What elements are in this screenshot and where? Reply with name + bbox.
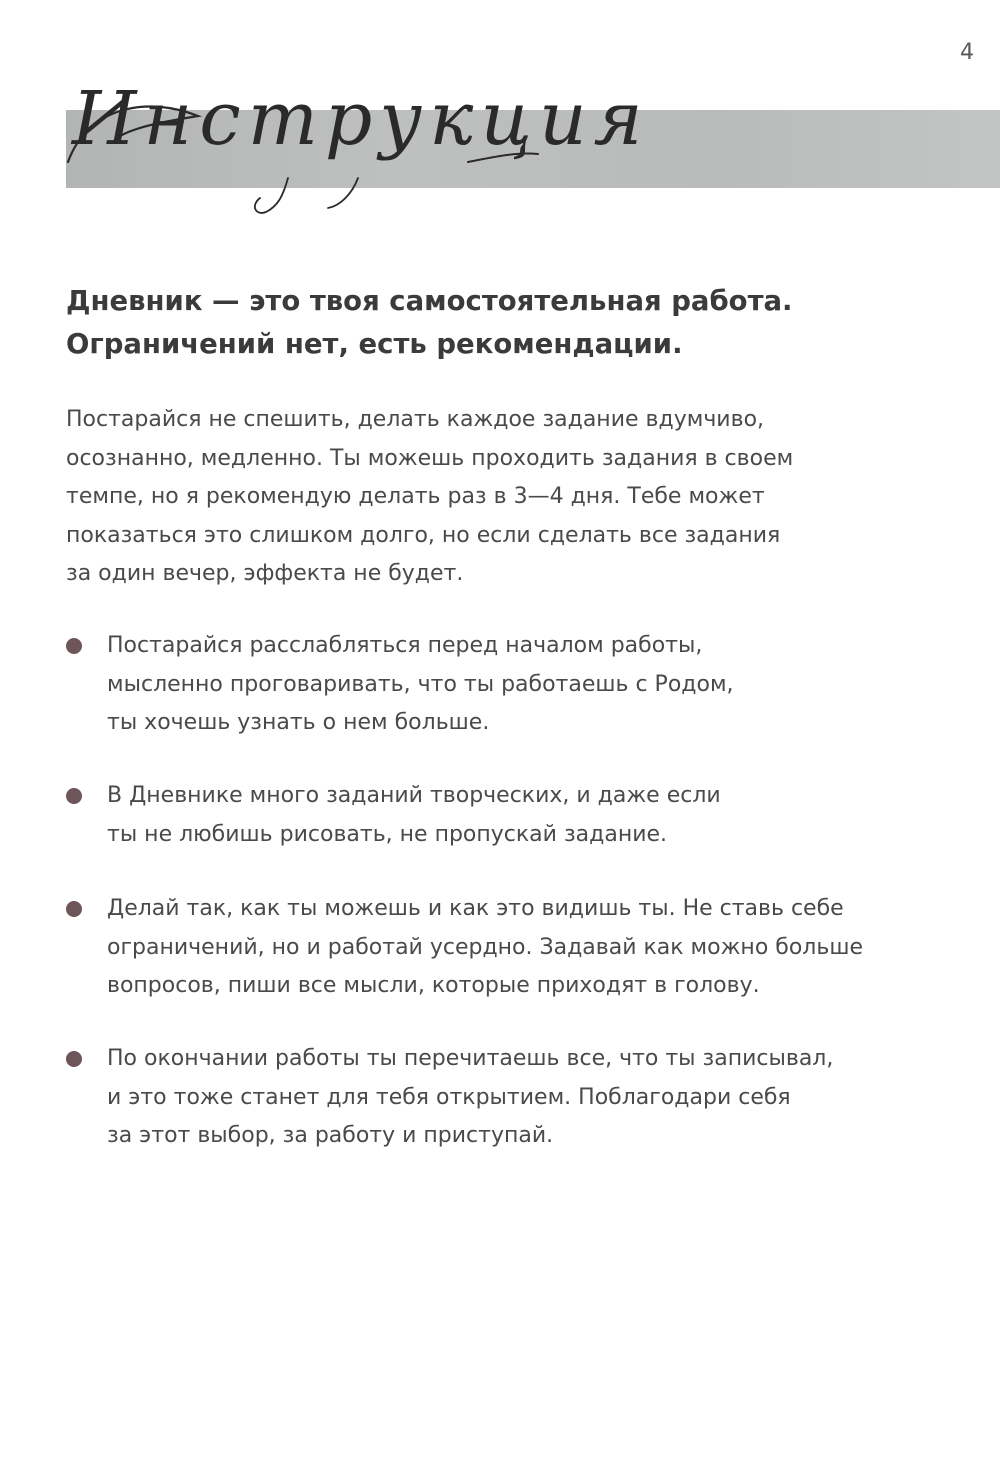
list-item-text [107,627,734,743]
list-item-line: Постарайся расслабляться перед началом работы, [107,633,703,658]
lead-text [66,280,946,366]
list-item-text [107,777,721,854]
list-item-line: ты не любишь рисовать, не пропускай задание. [107,821,668,847]
bullet-dot-icon [66,788,82,804]
list-item-line: и это тоже станет для тебя открытием. Поблагодари себя [107,1084,791,1110]
list-item-line: вопросов, пиши все мысли, которые приходят в голову. [107,973,760,998]
list-item-line: мысленно проговаривать, что ты работаешь с Родом, [107,671,734,697]
list-item-line: В Дневнике много заданий творческих, и даже если [107,783,721,808]
lead-line: Дневник — это твоя самостоятельная работа. [66,285,793,317]
intro-paragraph [66,401,966,594]
list-item-text [107,890,863,1006]
list-item-line: ограничений, но и работай усердно. Задавай как можно больше [107,934,863,960]
page-number: 4 [960,40,974,65]
list-item-text [107,1040,833,1156]
paragraph-line: показаться это слишком долго, но если сделать все задания [66,522,781,548]
list-item-line: Делай так, как ты можешь и как это видишь ты. Не ставь себе [107,896,844,921]
bullet-dot-icon [66,901,82,917]
bullet-dot-icon [66,1051,82,1067]
paragraph-line: темпе, но я рекомендую делать раз в 3—4 дня. Тебе может [66,484,765,509]
bullet-dot-icon [66,638,82,654]
paragraph-line: за один вечер, эффекта не будет. [66,561,464,586]
paragraph-line: Постарайся не спешить, делать каждое задание вдумчиво, [66,407,765,432]
list-item-line: По окончании работы ты перечитаешь все, что ты записывал, [107,1046,834,1071]
paragraph-line: осознанно, медленно. Ты можешь проходить задания в своем [66,445,794,471]
lead-line: Ограничений нет, есть рекомендации. [66,328,683,360]
page-title: Инструкция [72,76,650,162]
list-item-line: ты хочешь узнать о нем больше. [107,710,490,735]
list-item-line: за этот выбор, за работу и приступай. [107,1123,554,1148]
